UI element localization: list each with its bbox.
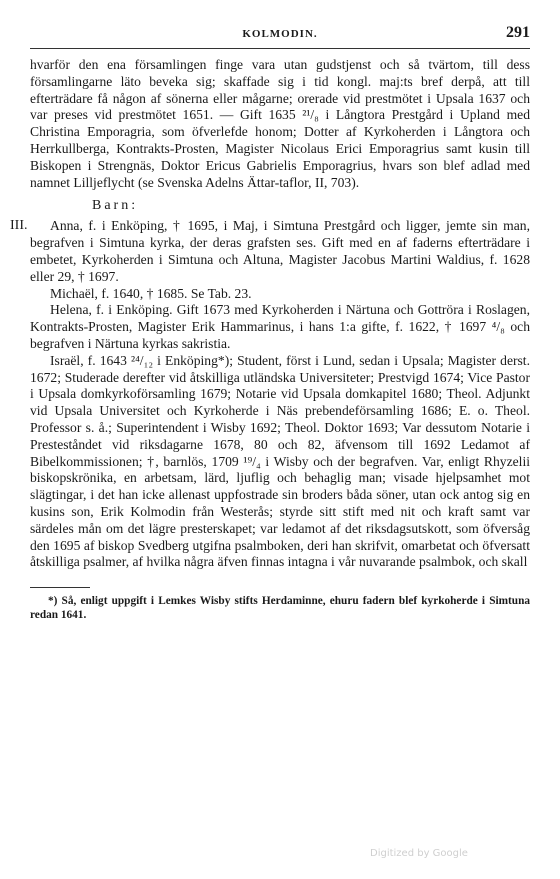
entry-text-michael: Michaël, f. 1640, † 1685. Se Tab. 23. bbox=[50, 285, 252, 301]
footnote-rule bbox=[30, 587, 90, 588]
child-entry-anna bbox=[10, 218, 530, 285]
entry-text-anna: Anna, f. i Enköping, † 1695, i Maj, i Simtuna Prestgård och ligger, jemte sin man, begrafven i Simtuna kyrka, der deras grafsten ses. Gift med en af faderns efterträdare i embetet, Kyrkoherden i Simtuna och Altuna, Magister Jacobus Martini Waldius, f. 1628 eller 29, † 1697. bbox=[30, 218, 530, 284]
book-page bbox=[10, 24, 530, 622]
entry-text-helena: Helena, f. i Enköping. Gift 1673 med Kyrkoherden i Närtuna och Gottröra i Roslagen, Kontrakts-Prosten, Magister Erik Hammarinus, i hans 1:a gifte, f. 1622, † 1697 ⁴/₈ och begrafven i Närtuna kyrkas sakristia. bbox=[30, 302, 530, 351]
header-rule bbox=[30, 48, 530, 49]
generation-numeral: III. bbox=[10, 218, 28, 234]
body-paragraph: hvarför den ena församlingen finge vara utan gudstjenst och så tvärtom, till dess församlingarne läto beveka sig; skaffade sig i tid kongl. maj:ts bref derpå, att till efterträdare få någon af sönerna eller mågarne; orerade vid prestmötet i Upsala 1637 och var preses vid prestmötet 1651. — Gift 1635 ²¹/₈ i Långtora Prestgård i Upland med Christina Emporagria, som öfverlefde honom; Dotter af Kyrkoherden i Långtora och Herrkullberga, Kontrakts-Prosten, Magister Nicolaus Erici Emporagrius samt kusin till Biskopen i Strengnäs, Doktor Ericus Gabrielis Emporagrius, hvars son blef adlad med namnet Lilljeflycht (se Svenska Adelns Ättar-taflor, II, 703). bbox=[30, 57, 530, 190]
barn-heading: Barn: bbox=[92, 198, 139, 214]
watermark: Digitized by Google bbox=[370, 848, 468, 859]
running-head: KOLMODIN. bbox=[242, 28, 318, 40]
page-number: 291 bbox=[506, 24, 530, 41]
page-header bbox=[30, 24, 530, 46]
entry-text-israel: Israël, f. 1643 ²⁴/₁₂ i Enköping*); Student, först i Lund, sedan i Upsala; Magister derst. 1672; Studerade derefter vid åtskilliga utländska Universiteter; Prestvigd 1674; Vice Pastor i Upsala domkyrkoförsamling 1679; Notarie vid Upsala domkapitel 1680; Theol. Adjunkt vid Upsala Universitet och Kyrkoherde i Näs prebendeförsamling 1686; E. o. Theol. Professor s. å.; Superintendent i Wisby 1692; Theol. Doktor 1693; Var dessutom Notarie i Presteståndet vid riksdagarne 1678, 80 och 82, äfvensom till 1692 Ledamot af Bibelkommissionen; †, barnlös, 1709 ¹⁹/₄ i Wisby och der begrafven. Var, enligt Rhyzelii biskopskrönika, en arbetsam, lärd, ljuflig och behaglig man; visade hjelpsamhet mot slägtingar, i det han icke allenast uppfostrade sin broders båda söner, utan ock antog sig en kusins son, Erik Kolmodin från Westerås; styrde sitt stift med nit och kraft samt var särdeles mån om det lägre presterskapet; var ledamot af det riksdagsutskott, som öfversåg den 1695 af biskop Svedberg utgifna psalmboken, deri han skrifvit, omarbetat och öfversatt åtskilliga psalmer, af hvilka några äfven finnas intagna i vår nuvarande psalmbok, och skall bbox=[30, 352, 530, 570]
footnote: *) Så, enligt uppgift i Lemkes Wisby stifts Herdaminne, ehuru fadern blef kyrkoherde i Simtuna redan 1641. bbox=[30, 595, 530, 622]
